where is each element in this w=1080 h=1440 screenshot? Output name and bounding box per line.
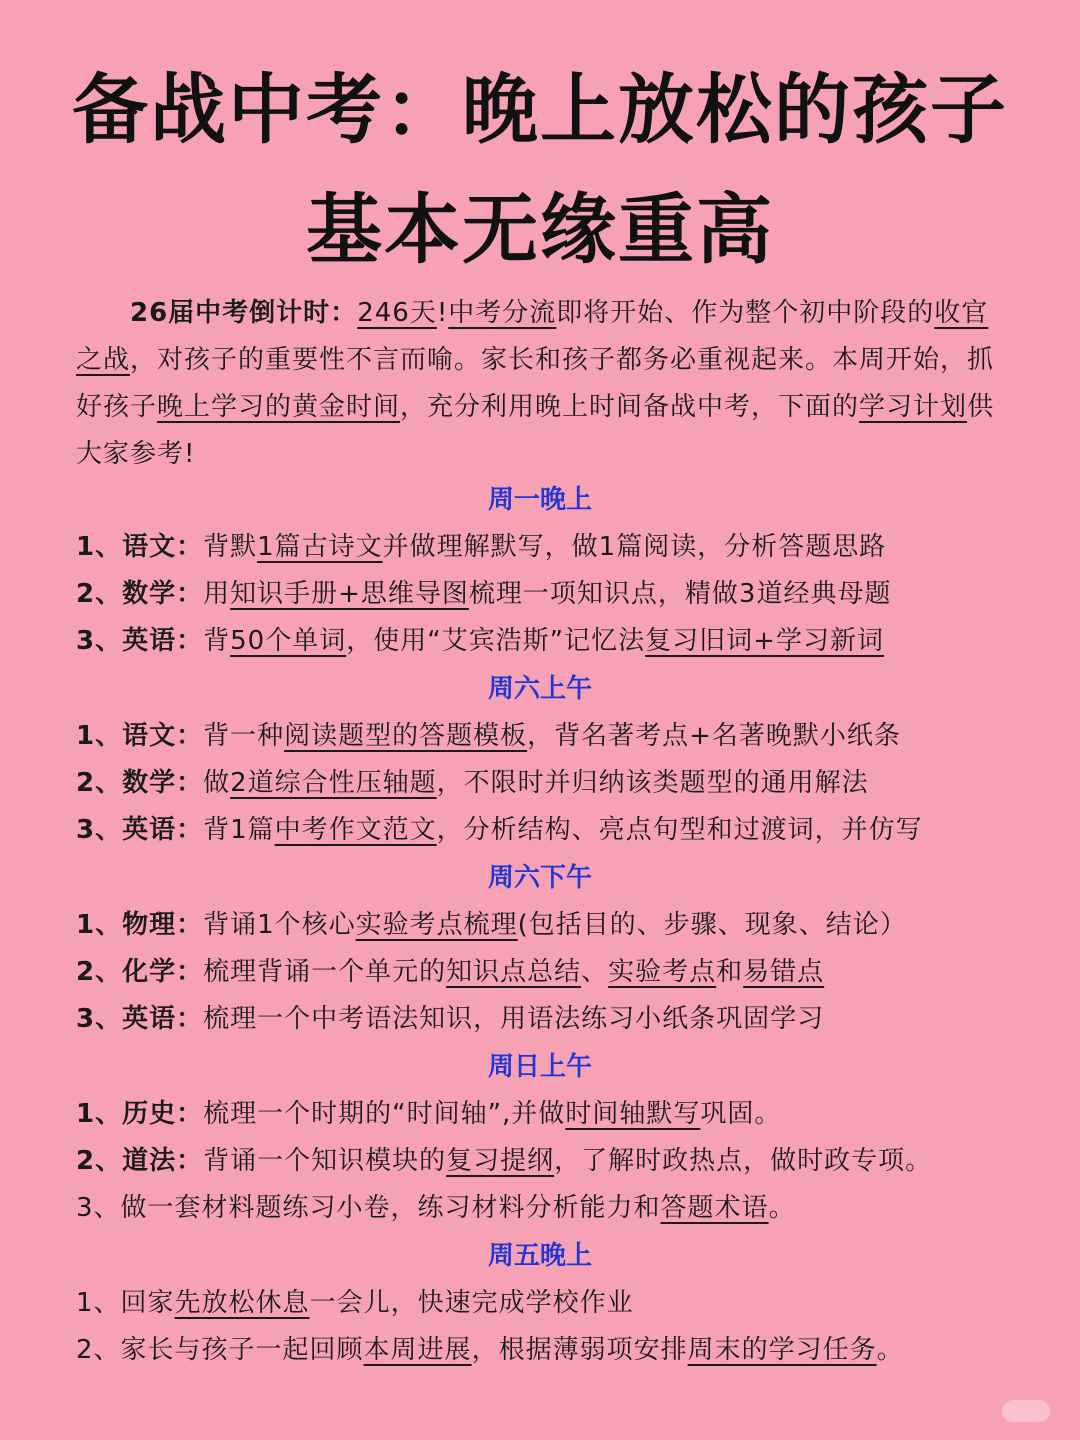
item-text: 1、回家 [76,1288,175,1318]
item-subject: 1、语文： [76,721,204,751]
item-highlight: 知识点总结 [446,957,582,987]
item-text: ，使用“艾宾浩斯”记忆法 [346,626,646,656]
item-highlight: 本周进展 [363,1335,472,1365]
schedule-item [76,581,1006,607]
item-text: ，不限时并归纳该类题型的通用解法 [436,768,869,798]
item-text: 并做理解默写，做1篇阅读，分析答题思路 [382,532,887,562]
schedule-item [76,1101,1006,1127]
item-text: 梳理一项知识点，精做3道经典母题 [468,579,892,609]
intro-text-4: 供大家参考! [76,392,995,469]
item-subject: 1、物理： [76,910,204,940]
intro-paragraph [76,290,1006,478]
intro-countdown-label: 26届中考倒计时： [130,298,358,328]
intro-text-3: ，充分利用晚上时间备战中考，下面的 [400,392,860,422]
item-subject: 3、英语： [76,626,204,656]
item-text: 2、家长与孩子一起回顾 [76,1335,364,1365]
item-text: 背默 [203,532,258,562]
item-text: ，分析结构、亮点句型和过渡词，并仿写 [436,815,923,845]
item-text: 。 [768,1193,796,1223]
item-subject: 2、化学： [76,957,204,987]
item-text: 和 [716,957,744,987]
section-heading: 周六上午 [487,674,592,704]
item-highlight: 1篇古诗文 [257,532,383,562]
schedule-item [76,1148,1006,1174]
schedule-item [76,628,1006,654]
item-text: 背 [203,626,231,656]
item-text: (包括目的、步骤、现象、结论） [517,910,907,940]
schedule-item [76,1195,1006,1221]
item-highlight: 答题术语 [660,1193,769,1223]
intro-text-1: 即将开始、作为整个初中阶段的 [556,298,935,328]
item-highlight: 周末的学习任务 [687,1335,877,1365]
section-heading: 周五晚上 [487,1241,592,1271]
item-text: 背1篇 [203,815,275,845]
item-text: 一会儿，快速完成学校作业 [309,1288,634,1318]
item-text: 梳理一个中考语法知识，用语法练习小纸条巩固学习 [203,1004,825,1034]
intro-divert: 中考分流 [448,298,557,328]
intro-days: 246天 [357,298,437,328]
item-subject: 1、语文： [76,532,204,562]
item-subject: 1、历史： [76,1099,204,1129]
item-highlight: 2道综合性压轴题 [230,768,437,798]
intro-final-battle: 收官之战 [76,298,989,375]
item-highlight: 先放松休息 [174,1288,310,1318]
schedule-item [76,1006,1006,1032]
section-heading: 周一晚上 [487,485,592,515]
item-highlight: 阅读题型的答题模板 [284,721,528,751]
item-text: 梳理一个时期的“时间轴”,并做 [203,1099,566,1129]
schedule-item [76,723,1006,749]
item-text: 、 [581,957,609,987]
item-text: 背诵1个核心 [203,910,356,940]
schedule-item [76,770,1006,796]
title-line-1: 备战中考：晚上放松的孩子 [72,65,1008,154]
item-highlight: 实验考点 [608,957,717,987]
item-subject: 3、英语： [76,815,204,845]
schedule-item [76,959,1006,985]
schedule-item [76,817,1006,843]
intro-exclaim: ! [436,298,449,328]
section-heading: 周六下午 [487,863,592,893]
schedule-item [76,912,1006,938]
item-highlight: 中考作文范文 [274,815,437,845]
item-subject: 2、数学： [76,768,204,798]
item-text: 梳理背诵一个单元的 [203,957,447,987]
item-highlight: 易错点 [743,957,825,987]
item-highlight: 50个单词 [230,626,347,656]
item-highlight: 复习提纲 [446,1146,555,1176]
watermark-badge [1002,1400,1050,1422]
item-highlight: 实验考点梳理 [355,910,518,940]
item-text: 背诵一个知识模块的 [203,1146,447,1176]
item-subject: 2、道法： [76,1146,204,1176]
item-text: 。 [876,1335,904,1365]
item-highlight: 时间轴默写 [565,1099,701,1129]
item-text: 做 [203,768,231,798]
item-text: 用 [203,579,231,609]
section-heading: 周日上午 [487,1052,592,1082]
item-highlight: 复习旧词+学习新词 [645,626,884,656]
item-text: ，了解时政热点，做时政专项。 [554,1146,933,1176]
schedule-item [76,1337,1006,1363]
item-highlight: 知识手册+思维导图 [230,579,469,609]
intro-golden-time: 晚上学习的黄金时间 [157,392,401,422]
item-subject: 3、英语： [76,1004,204,1034]
item-text: 3、做一套材料题练习小卷，练习材料分析能力和 [76,1193,661,1223]
schedule-item [76,534,1006,560]
item-text: 巩固。 [700,1099,782,1129]
schedule-item [76,1290,1006,1316]
intro-study-plan: 学习计划 [859,392,968,422]
title-line-2: 基本无缘重高 [306,185,774,274]
item-text: 背一种 [203,721,285,751]
intro-text-2: ，对孩子的重要性不言而喻。家长和孩子都务必重视起来。本周开始，抓好孩子 [76,345,995,422]
item-text: ，背名著考点+名著晚默小纸条 [527,721,901,751]
item-text: ，根据薄弱项安排 [471,1335,688,1365]
item-subject: 2、数学： [76,579,204,609]
